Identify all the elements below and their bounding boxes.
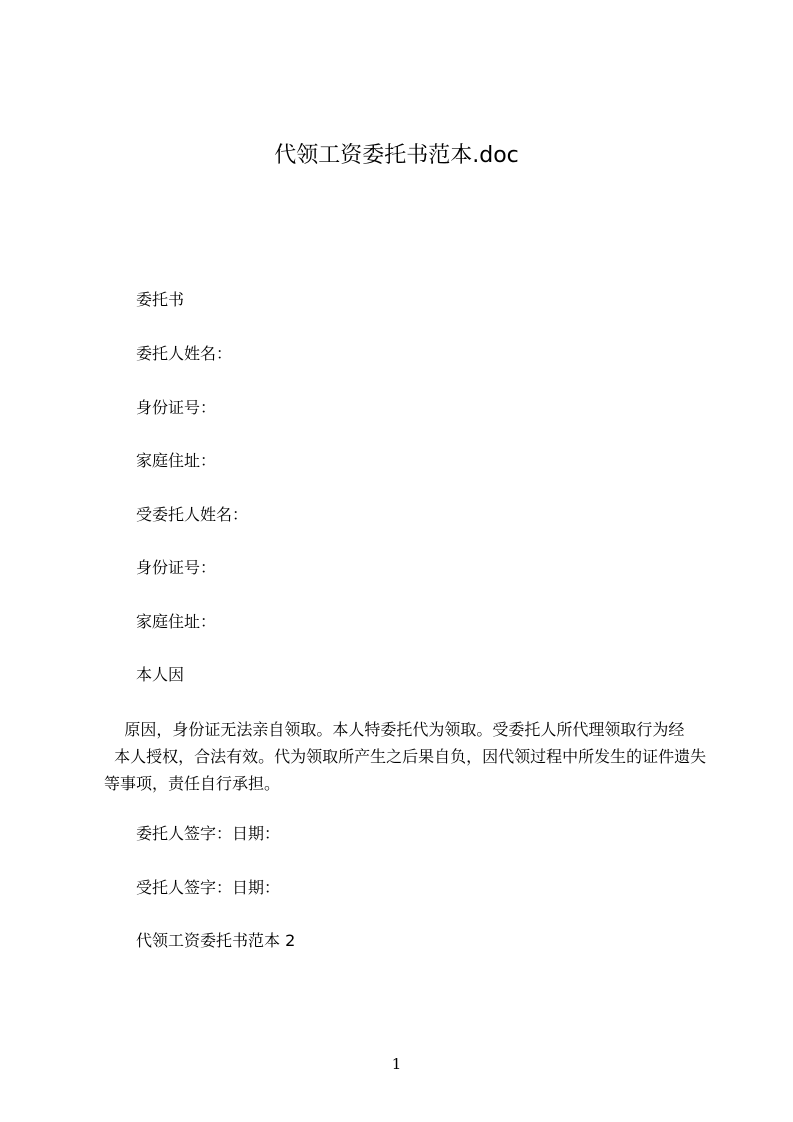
principal-name-label: 委托人姓名： [136,344,233,363]
principal-id-label: 身份证号： [136,398,217,417]
agent-signature-line: 受托人签字：日期： [136,878,281,897]
next-section-title: 代领工资委托书范本 2 [136,931,296,950]
agent-address-label: 家庭住址： [136,612,217,631]
paragraph-line-3: 等事项，责任自行承担。 [104,774,281,793]
principal-signature-line: 委托人签字：日期： [136,824,281,843]
reason-line: 本人因 [136,665,185,684]
body-paragraph [104,716,707,797]
document-title: 代领工资委托书范本.doc [274,143,519,168]
paragraph-line-1: 原因，身份证无法亲自领取。本人特委托代为领取。受委托人所代理领取行为经 [104,720,685,739]
heading-entrustment: 委托书 [136,290,185,309]
page-number: 1 [391,1055,402,1073]
principal-address-label: 家庭住址： [136,451,217,470]
agent-name-label: 受委托人姓名： [136,505,249,524]
paragraph-line-2: 本人授权，合法有效。代为领取所产生之后果自负，因代领过程中所发生的证件遗失 [104,747,707,766]
agent-id-label: 身份证号： [136,558,217,577]
